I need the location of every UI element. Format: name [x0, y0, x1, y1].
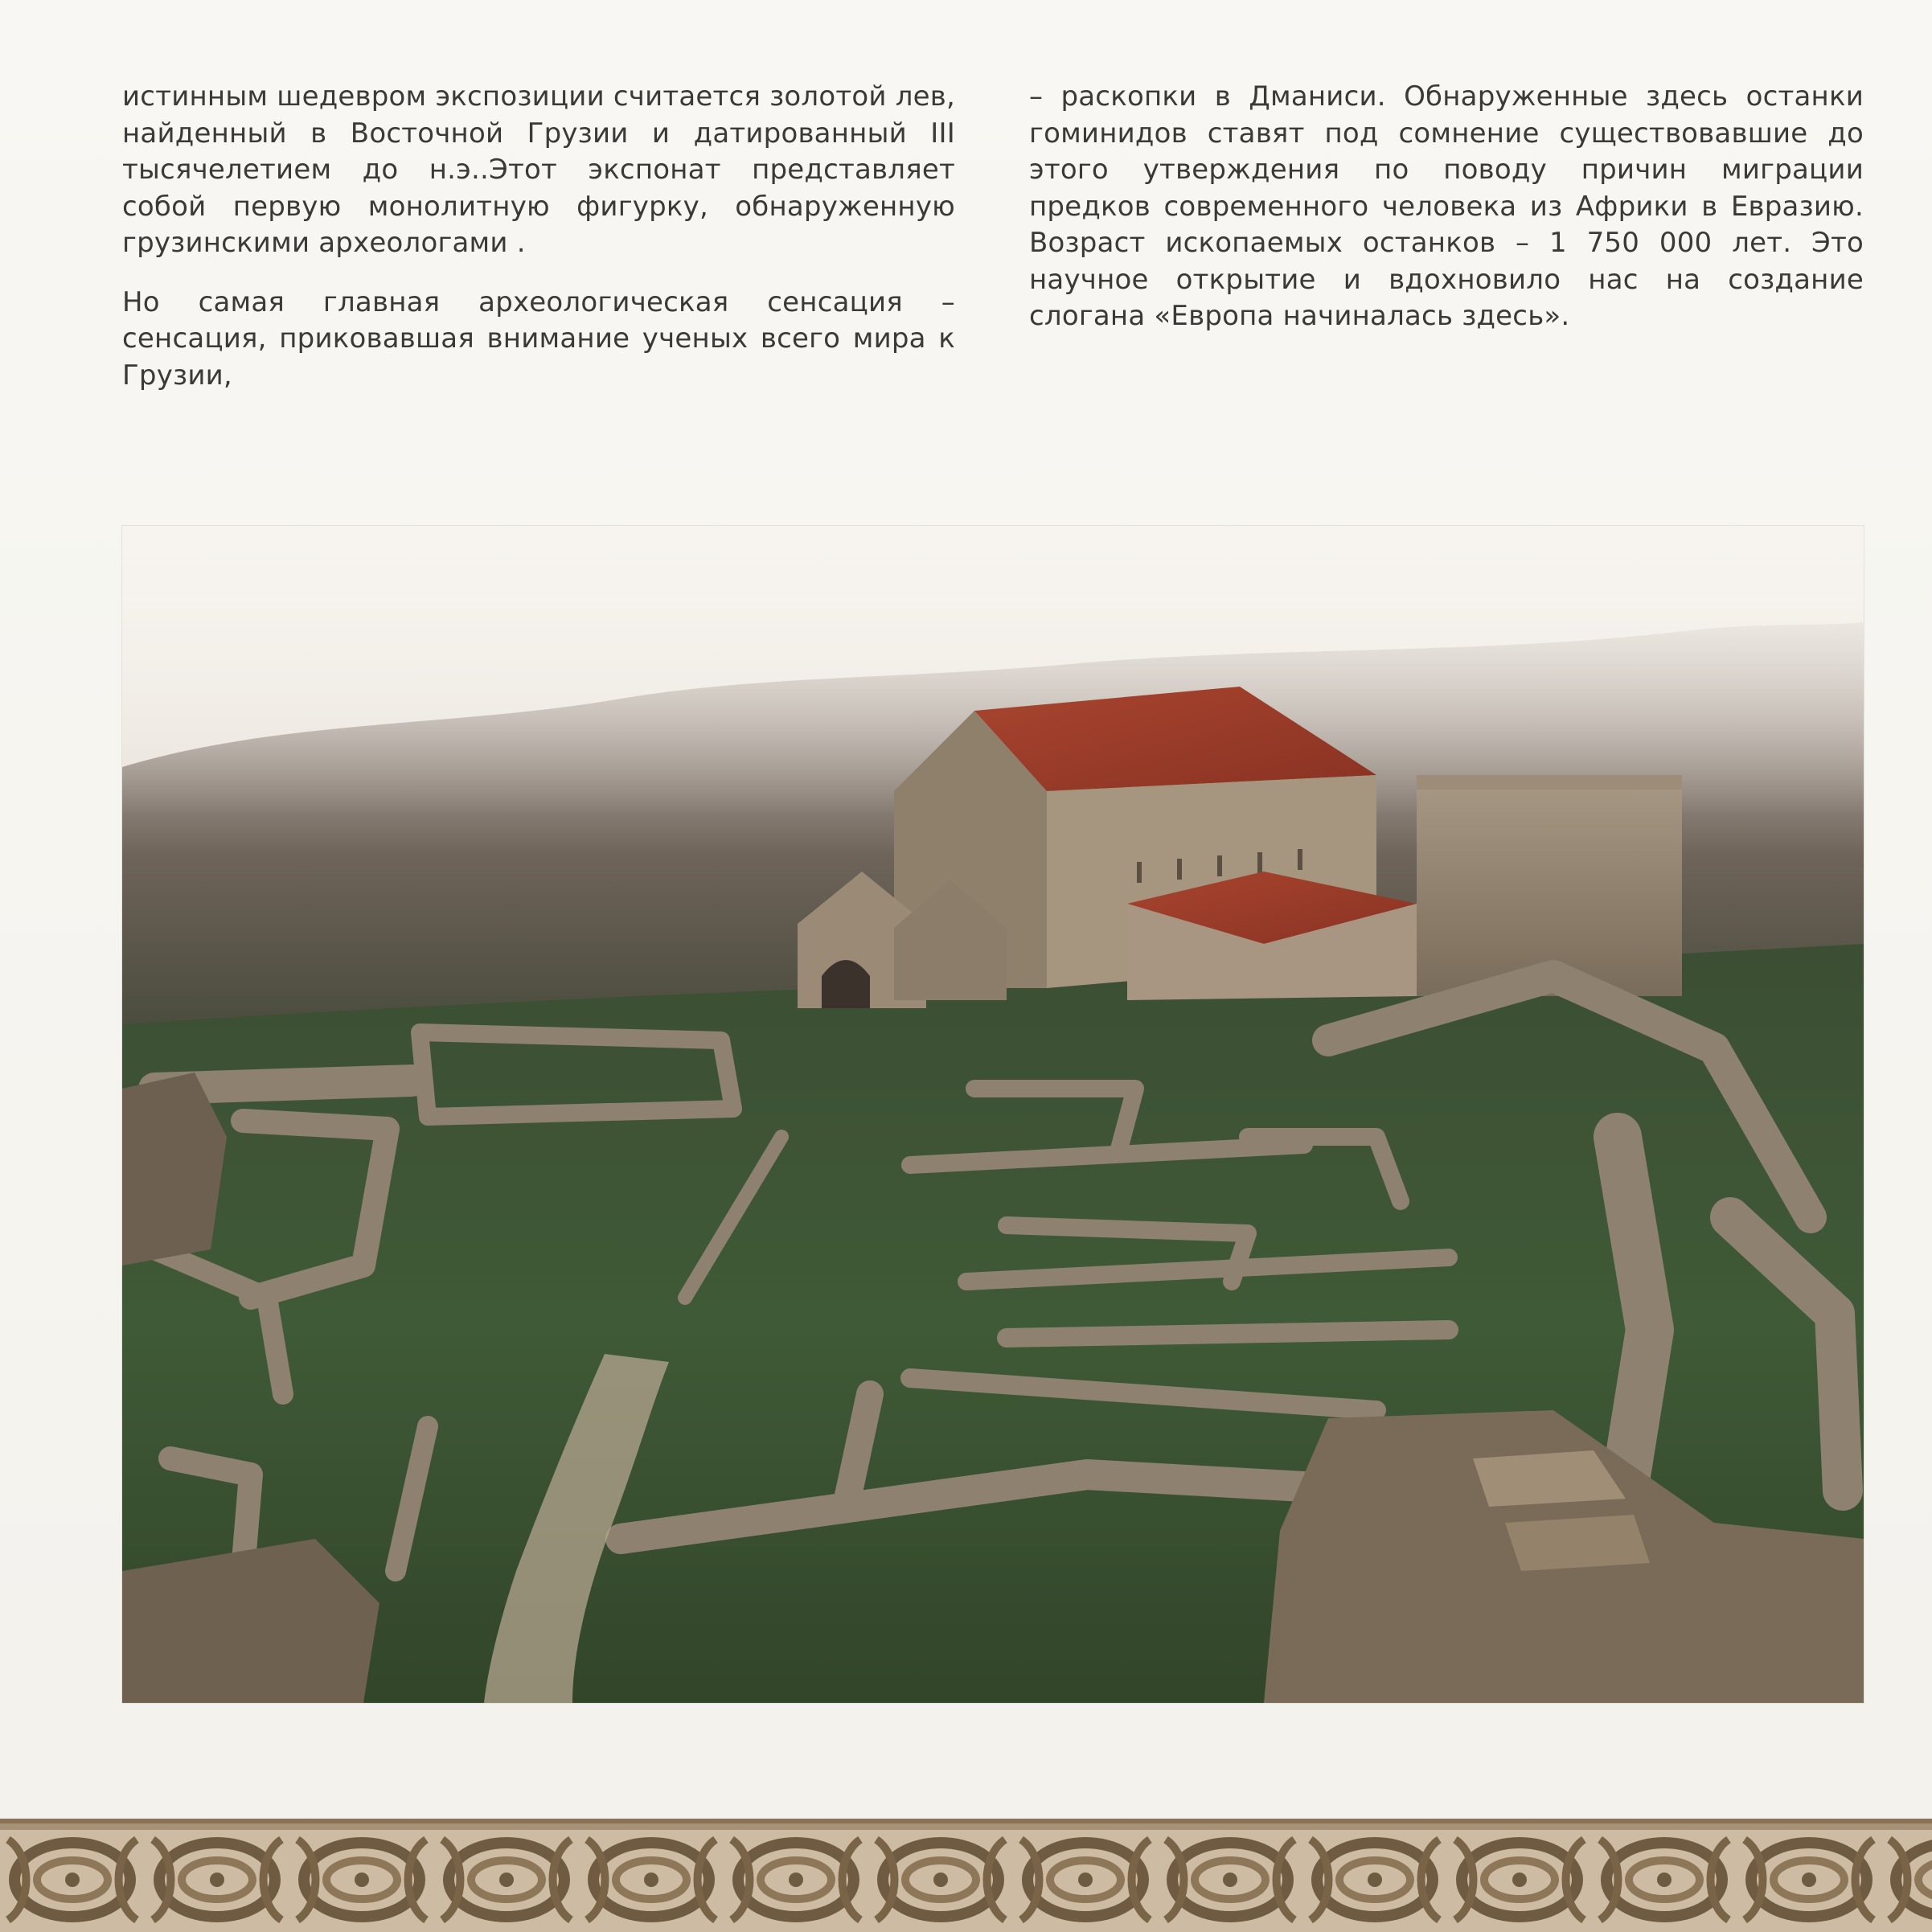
- dmanisi-excavation-photo: [122, 526, 1864, 1703]
- left-paragraph-1: истинным шедевром экспозиции считается золотой лев, найденный в Восточной Грузии и датированный III тысячелетием до н.э..Этот экспонат представляет собой первую монолитную фигурку, обнаруженную грузинскими археологами .: [122, 80, 955, 259]
- text-column-right: [1029, 79, 1864, 358]
- text-column-left: [122, 79, 955, 416]
- left-paragraph-2: Но самая главная археологическая сенсация – сенсация, приковавшая внимание ученых всего мира к Грузии,: [122, 285, 955, 392]
- georgian-stone-ornament-border: [0, 1823, 1932, 1932]
- right-paragraph-1: – раскопки в Дманиси. Обнаруженные здесь останки гоминидов ставят под сомнение существовавшие до этого утверждения по поводу причин миграции предков современного человека из Африки в Евразию. Возраст ископаемых останков – 1 750 000 лет. Это научное открытие и вдохновило нас на создание слогана «Европа начиналась здесь».: [1029, 80, 1864, 332]
